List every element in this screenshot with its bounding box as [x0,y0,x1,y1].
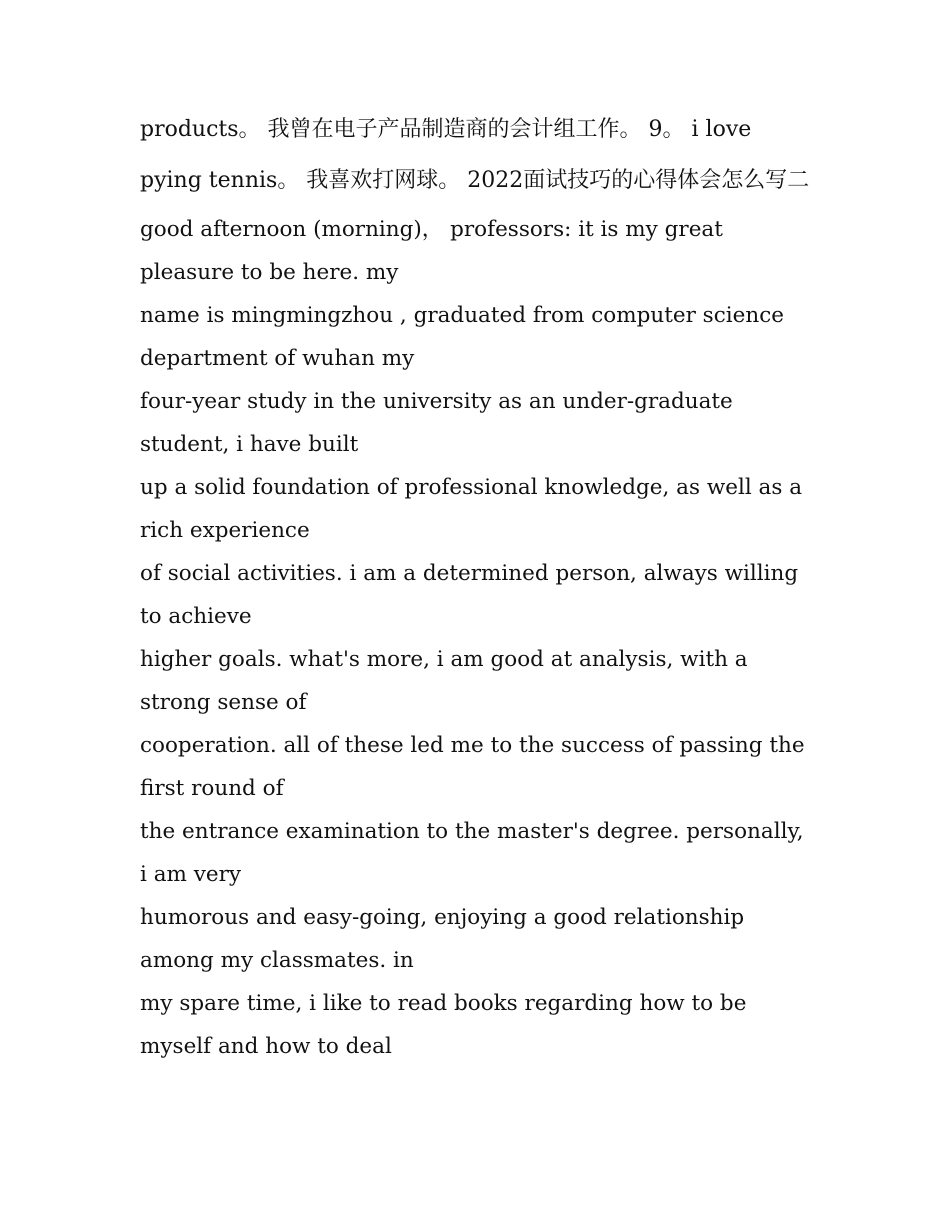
text-line: humorous and easy-going, enjoying a good relationship among my classmates. in [140,905,745,973]
text-line: of social activities. i am a determined person, always willing to achieve [140,561,799,629]
document-body [140,104,810,1068]
text-line: up a solid foundation of professional knowledge, as well as a rich experience [140,475,803,543]
text-line: cooperation. all of these led me to the success of passing the first round of [140,733,805,801]
text-line: four-year study in the university as an under-graduate student, i have built [140,389,733,457]
text-line: my spare time, i like to read books regarding how to be myself and how to deal [140,991,747,1059]
text-line: higher goals. what's more, i am good at analysis, with a strong sense of [140,647,748,715]
text-line: good afternoon (morning)， professors: it is my great pleasure to be here. my [140,217,723,285]
text-line: name is mingmingzhou , graduated from computer science department of wuhan my [140,303,784,371]
mixed-language-paragraph: products。 我曾在电子产品制造商的会计组工作。 9。 i love pying tennis。 我喜欢打网球。 2022面试技巧的心得体会怎么写二 [140,117,810,193]
text-line: the entrance examination to the master's degree. personally, i am very [140,819,804,887]
